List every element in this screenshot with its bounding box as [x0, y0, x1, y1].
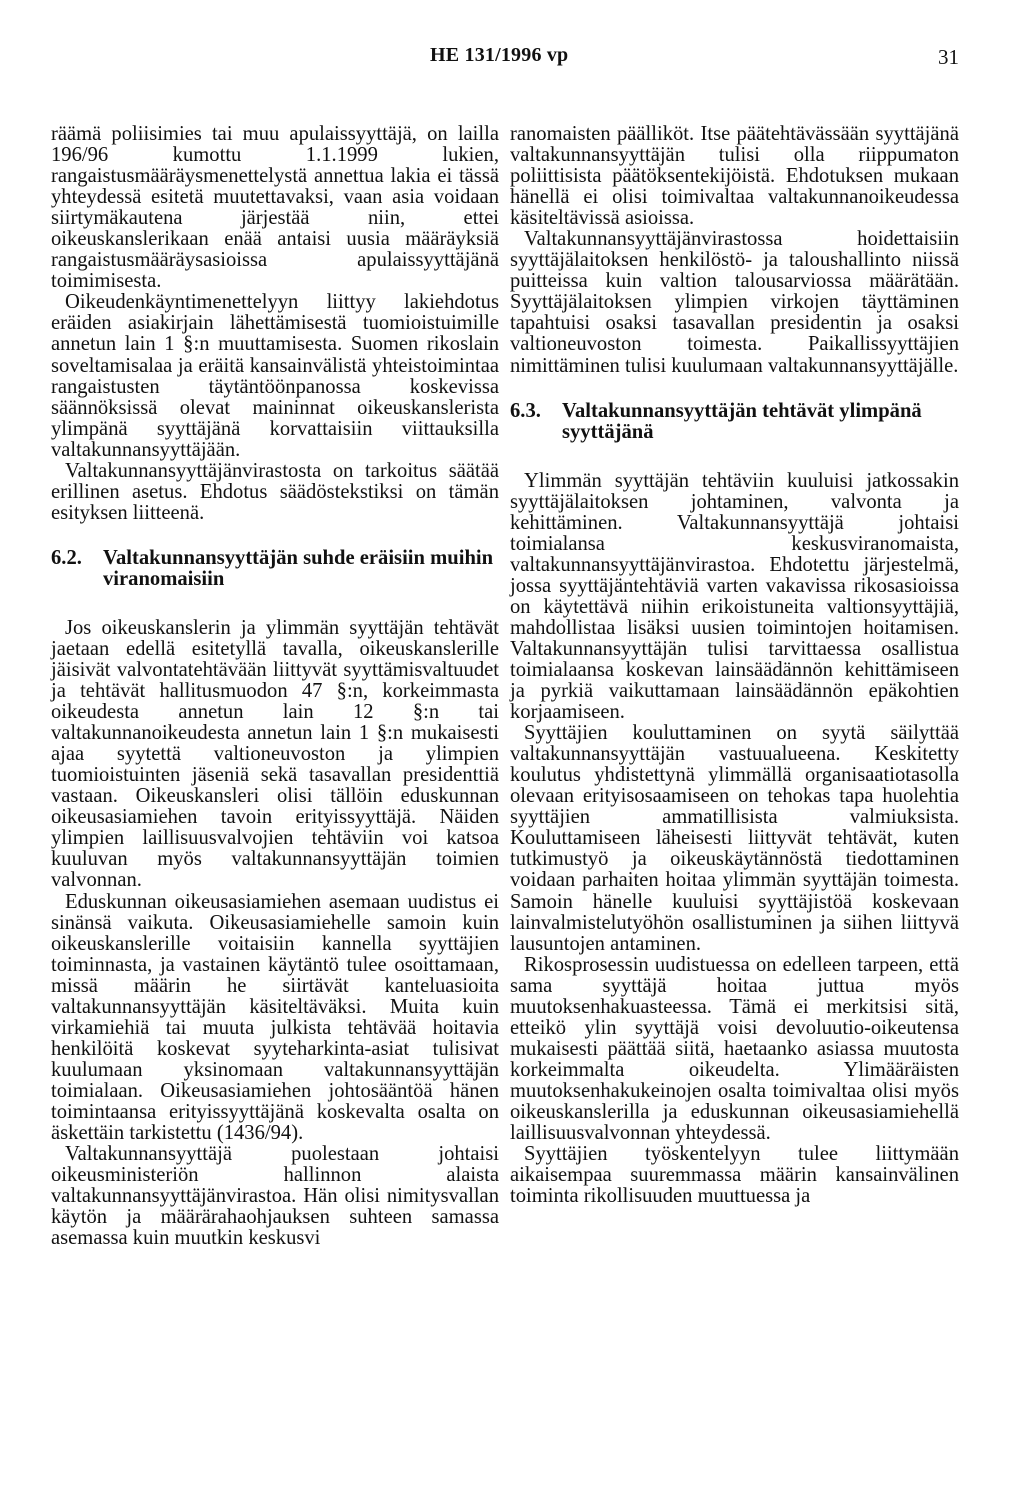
section-heading — [51, 548, 499, 590]
paragraph: Valtakunnansyyttäjänvirastossa hoidettaisiin syyttäjälaitoksen henkilöstö- ja taloushallinto niissä puitteissa kuin valtion talousarviossa määrätään. Syyttäjälaitoksen ylimpien virkojen täyttäminen tapahtuisi osaksi tasavallan presidentin ja osaksi valtioneuvoston toimesta. Paikallissyyttäjien nimittäminen tulisi kuulumaan valtakunnansyyttäjälle. — [510, 228, 959, 377]
document-reference: HE 131/1996 vp — [430, 44, 569, 66]
paragraph: Eduskunnan oikeusasiamiehen asemaan uudistus ei sinänsä vaikuta. Oikeusasiamiehelle samoin kuin oikeuskanslerille voitaisiin kannella syyttäjien toiminnasta, ja vastainen käytäntö tulee osoittamaan, missä määrin he siirtävät kanteluasioita valtakunnansyyttäjän käsiteltäväksi. Muita kuin virkamiehiä tai muuta julkista tehtävää hoitavia henkilöitä koskevat syyteharkinta-asiat tulisivat kuulumaan yksinomaan valtakunnansyyttäjän toimialaan. Oikeusasiamiehen johtosääntöä hänen toimintaansa erityissyyttäjänä koskevalta osalta on äskettäin tarkistettu (1436/94). — [51, 890, 499, 1145]
paragraph: Oikeudenkäyntimenettelyyn liittyy lakiehdotus eräiden asiakirjain lähettämisestä tuomioistuimille annetun lain 1 §:n muuttamisesta. Suomen rikoslain soveltamisalaa ja eräitä kansainvälistä yhteistoimintaa rangaistusten täytäntöönpanossa koskevissa säännöksissä olevat maininnat oikeuskanslerista ylimpänä syyttäjänä korvattaisiin viittauksilla valtakunnansyyttäjään. — [51, 291, 499, 461]
left-column — [51, 124, 499, 1249]
section-number: 6.2. — [51, 546, 82, 569]
paragraph: Jos oikeuskanslerin ja ylimmän syyttäjän tehtävät jaetaan edellä esitetyllä tavalla, oikeuskanslerille jäisivät valvontatehtävään liittyvät syyttämisvaltuudet ja tehtävät hallitusmuodon 47 §:n, korkeimmasta oikeudesta annetun lain 12 §:n tai valtakunnanoikeudesta annetun lain 1 §:n mukaisesti ajaa syytettä valtioneuvoston ja ylimpien tuomioistuinten jäseniä sekä tasavallan presidenttiä vastaan. Oikeuskansleri olisi tällöin eduskunnan oikeusasiamiehen tavoin erityissyyttäjä. Näiden ylimpien laillisuusvalvojien tehtäviin voi katsoa kuuluvan myös valtakunnansyyttäjän toimien valvonnan. — [51, 616, 499, 892]
section-heading — [510, 401, 959, 443]
paragraph: räämä poliisimies tai muu apulaissyyttäjä, on lailla 196/96 kumottu 1.1.1999 lukien, rangaistusmääräysmenettelystä annettua lakia ei tässä yhteydessä esitetä muutettavaksi, vaan asia voidaan siirtymäkautena järjestää niin, ettei oikeuskanslerikaan enää antaisi uusia määräyksiä rangaistusmääräysasioissa apulaissyyttäjänä toimimisesta. — [51, 123, 499, 293]
page-number: 31 — [938, 45, 959, 69]
section-title: Valtakunnansyyttäjän suhde eräisiin muihin viranomaisiin — [103, 546, 494, 590]
section-title: Valtakunnansyyttäjän tehtävät ylimpänä syyttäjänä — [562, 399, 922, 443]
paragraph: Valtakunnansyyttäjänvirastosta on tarkoitus säätää erillinen asetus. Ehdotus säädöstekstiksi on tämän esityksen liitteenä. — [51, 459, 499, 524]
paragraph: Rikosprosessin uudistuessa on edelleen tarpeen, että sama syyttäjä hoitaa juttua myös muutoksenhakuasteessa. Tämä ei merkitsisi sitä, etteikö ylin syyttäjä voisi devoluutio-oikeutensa mukaisesti päättää siitä, haetaanko asiassa muutosta korkeimmalta oikeudelta. Ylimääräisten muutoksenhakukeinojen osalta toimivaltaa olisi myös oikeuskanslerilla ja eduskunnan oikeusasiamiehellä laillisuusvalvonnan yhteydessä. — [510, 953, 959, 1145]
paragraph: Valtakunnansyyttäjä puolestaan johtaisi oikeusministeriön hallinnon alaista valtakunnansyyttäjänvirastoa. Hän olisi nimitysvallan käytön ja määrärahaohjauksen suhteen samassa asemassa kuin muutkin keskusvi — [51, 1143, 499, 1250]
paragraph: Ylimmän syyttäjän tehtäviin kuuluisi jatkossakin syyttäjälaitoksen johtaminen, valvonta ja kehittäminen. Valtakunnansyyttäjä johtaisi toimialansa keskusviranomaista, valtakunnansyyttäjänvirastoa. Ehdotettu järjestelmä, jossa syyttäjäntehtäviä varten vakavissa rikosasioissa on käytettävä niihin erikoistuneita valtionsyyttäjiä, mahdollistaa lisäksi uusien toimintojen hoitamisen. Valtakunnansyyttäjän tulisi tarvittaessa osallistua toimialaansa koskevan lainsäädännön kehittämiseen ja pyrkiä vaikuttamaan lainsäädännön epäkohtien korjaamiseen. — [510, 469, 959, 724]
paragraph: Syyttäjien työskentelyyn tulee liittymään aikaisempaa suuremmassa määrin kansainvälinen toiminta rikollisuuden muuttuessa ja — [510, 1143, 959, 1208]
paragraph: ranomaisten päälliköt. Itse päätehtävässään syyttäjänä valtakunnansyyttäjän tulisi olla riippumaton poliittisista päätöksentekijöistä. Ehdotuksen mukaan hänellä ei olisi toimivaltaa valtakunnanoikeudessa käsiteltävissä asioissa. — [510, 123, 959, 230]
section-number: 6.3. — [510, 399, 541, 422]
right-column — [510, 124, 959, 1207]
page-header — [0, 44, 1024, 78]
paragraph: Syyttäjien kouluttaminen on syytä säilyttää valtakunnansyyttäjän vastuualueena. Keskitetty koulutus yhdistettynä ylimmällä organisaatiotasolla olevaan erityisosaamiseen on tehokas tapa huolehtia syyttäjien ammatillisista valmiuksista. Kouluttamiseen läheisesti liittyvät tehtävät, kuten tutkimustyö ja oikeuskäytännöstä tiedottaminen voidaan parhaiten hoitaa ylimmän syyttäjän toimesta. Samoin hänelle kuuluisi syyttäjistöä koskevaan lainvalmistelutyöhön osallistuminen ja siihen liittyvä lausuntojen antaminen. — [510, 722, 959, 955]
